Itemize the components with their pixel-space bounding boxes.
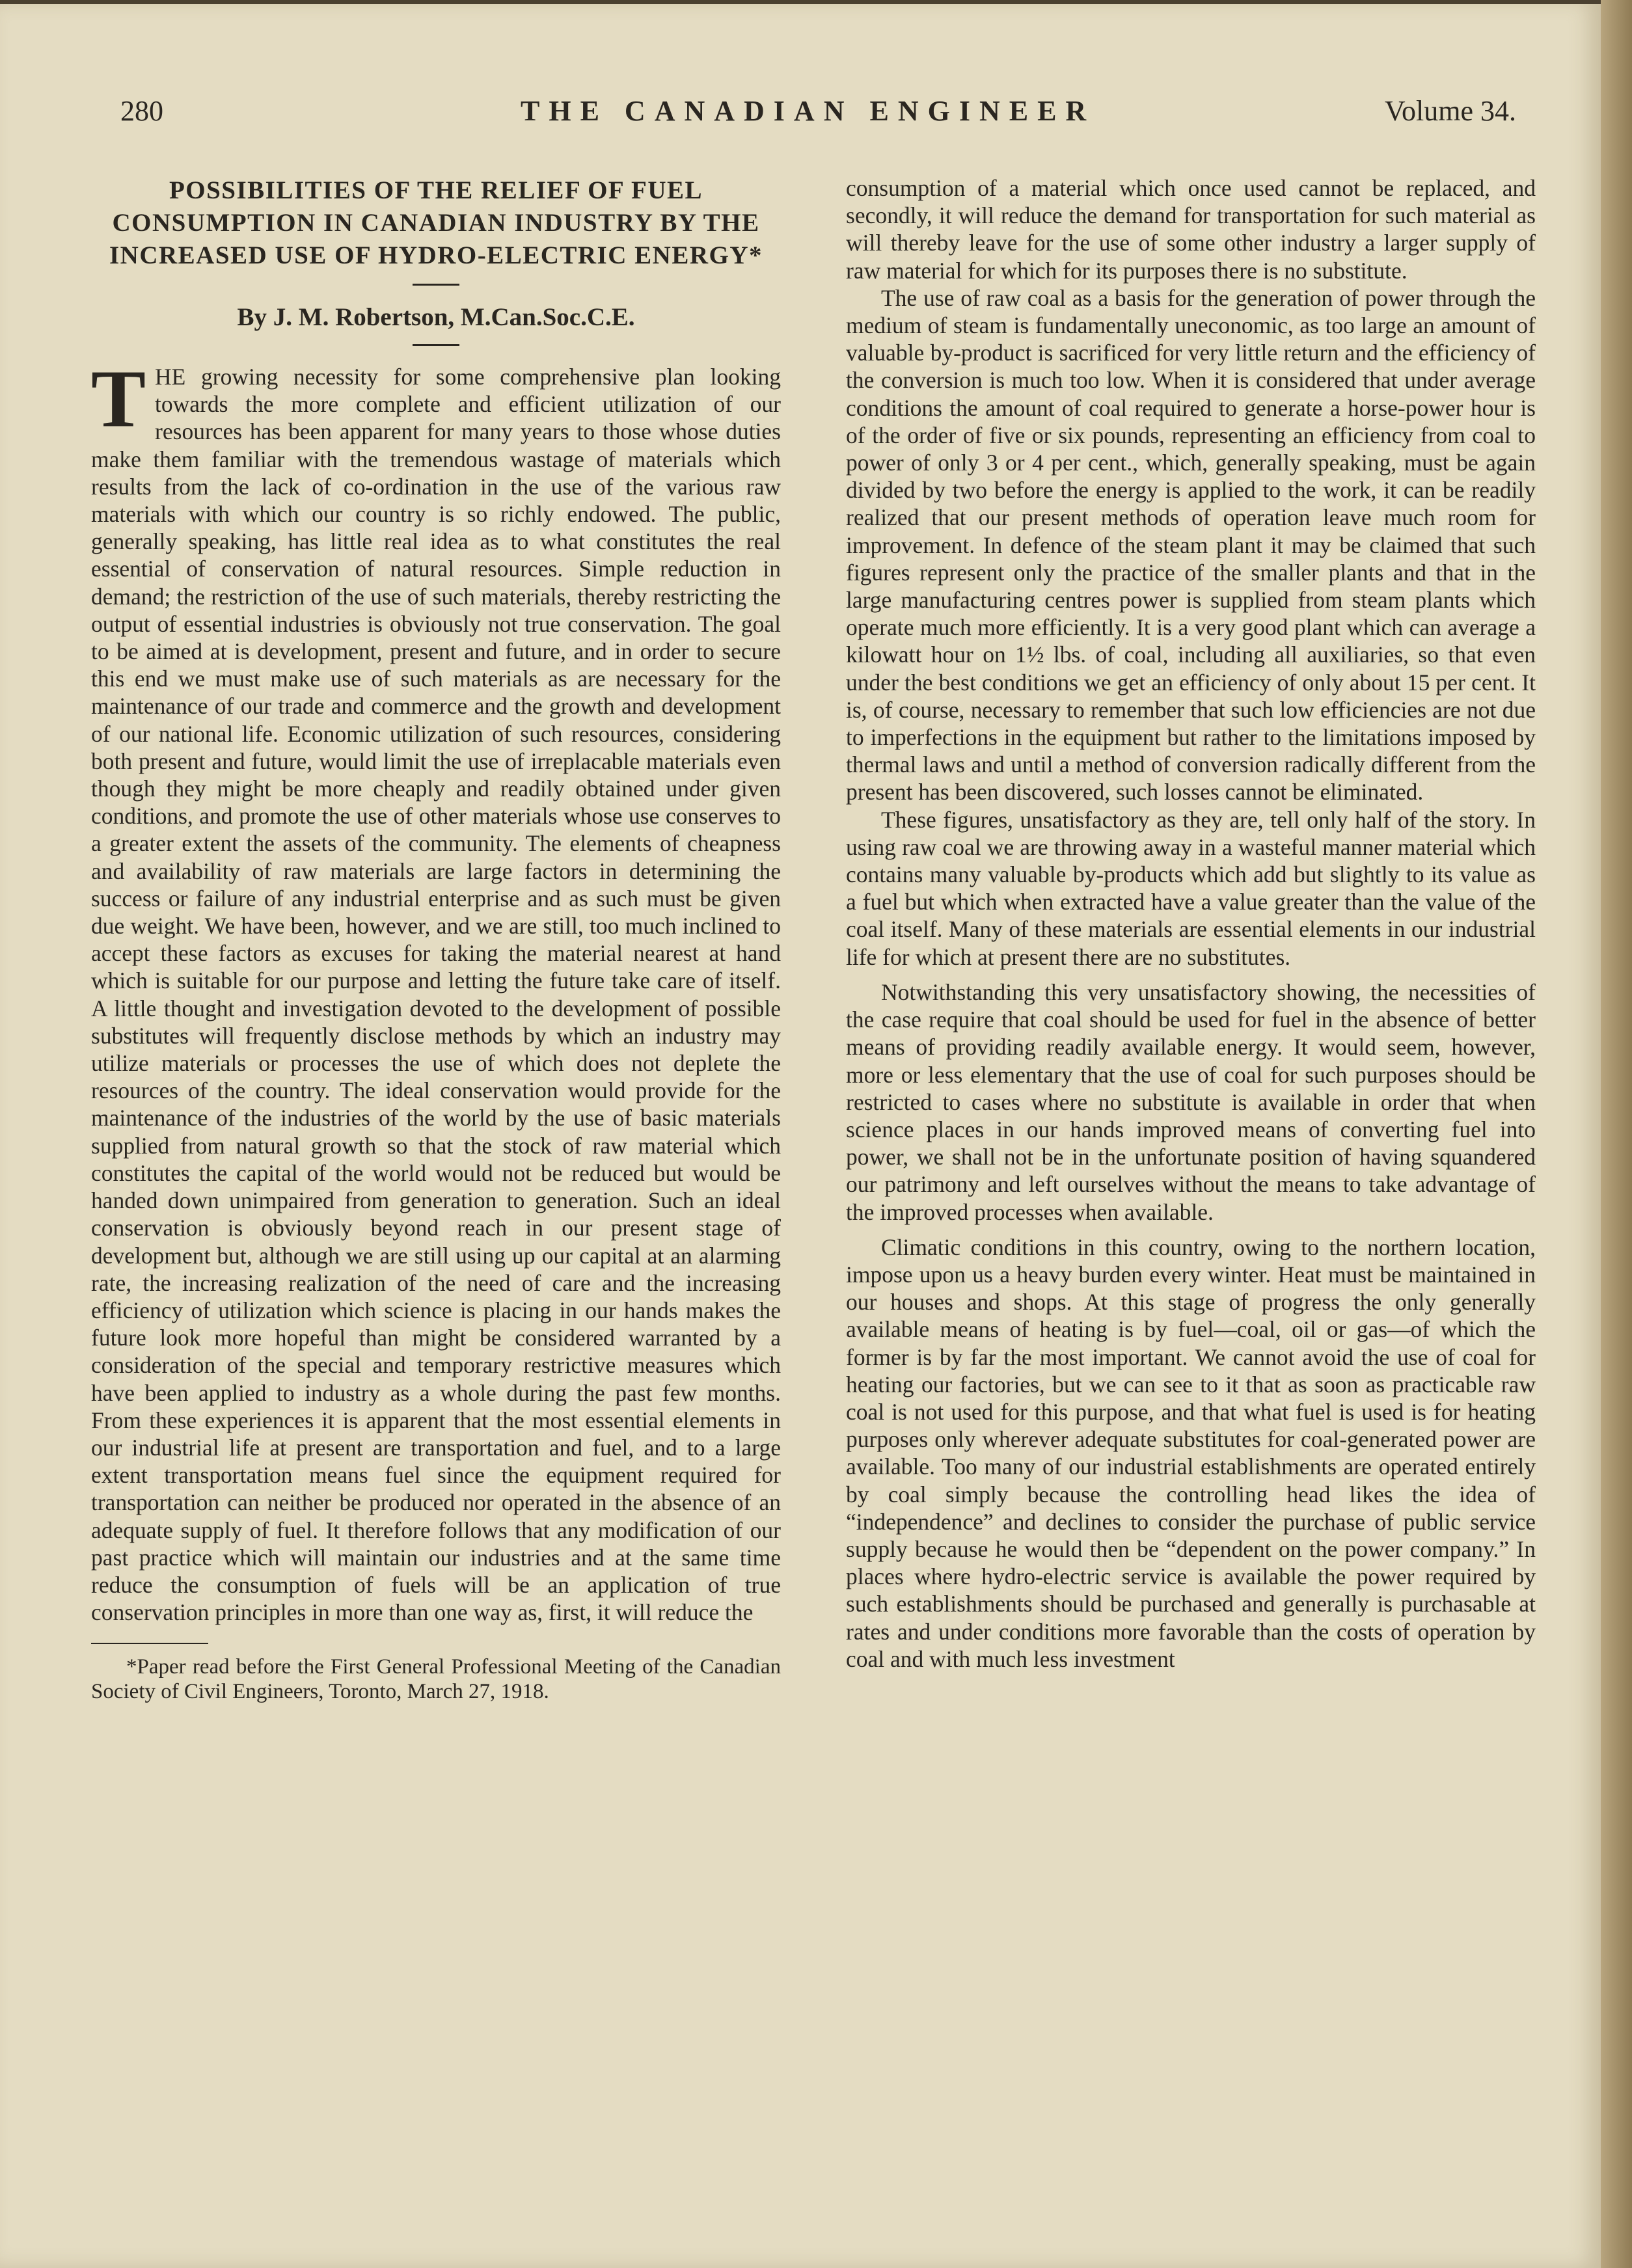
volume-label: Volume 34.	[1384, 95, 1516, 127]
drop-cap: T	[91, 354, 146, 444]
running-header	[98, 94, 1516, 140]
byline-rule	[413, 344, 459, 346]
paragraph-intro-text: HE growing necessity for some comprehensive plan looking towards the more complete and efficient utilization of our resources has been apparent for many years to those whose duties make them familiar with the tremendous wastage of materials which results from the lack of co-ordination in the use of the various raw materials with which our country is so richly endowed. The public, generally speaking, has little real idea as to what constitutes the real essential of conservation of natural resources. Simple reduction in demand; the restriction of the use of such materials, thereby restricting the output of essential industries is obviously not true conservation. The goal to be aimed at is development, present and future, and in order to secure this end we must make use of such materials as are necessary for the maintenance of our trade and commerce and the growth and development of our national life. Economic utilization of such resources, considering both present and future, would limit the use of irreplacable materials even though they might be more cheaply and readily obtained under given conditions, and promote the use of other materials whose use conserves to a greater extent the assets of the community. The elements of cheapness and availability of raw materials are large factors in determining the success or failure of any industrial enterprise and as such must be given due weight. We have been, however, and we are still, too much inclined to accept these factors as excuses for taking the material nearest at hand which is suitable for our purpose and letting the future take care of itself. A little thought and investigation devoted to the development of possible substitutes will frequently disclose methods by which an industry may utilize materials or processes the use of which does not deplete the resources of the country. The ideal conservation would provide for the maintenance of the industries of the world by the use of basic materials supplied from natural growth so that the stock of raw material which constitutes the capital of the world would not be reduced but would be handed down unimpaired from generation to generation. Such an ideal conservation is obviously beyond reach in our present stage of development but, although we are still using up our capital at an alarming rate, the increasing realization of the need of care and the increasing efficiency of utilization which science is placing in our hands makes the future look more hopeful than might be considered warranted by a consideration of the special and temporary restrictive measures which have been applied to industry as a whole during the past few months. From these experiences it is apparent that the most essential elements in our industrial life at present are transportation and fuel, and to a large extent transportation means fuel since the equipment required for transportation can neither be produced nor operated in the absence of an adequate supply of fuel. It therefore follows that any modification of our past practice which will maintain our industries and at the same time reduce the consumption of fuels will be an application of true conservation principles in more than one way as, first, it will reduce the	[91, 364, 781, 1626]
footnote: *Paper read before the First General Professional Meeting of the Canadian Society of Civil Engineers, Toronto, March 27, 1918.	[91, 1655, 781, 1704]
paragraph-intro	[91, 354, 781, 1626]
journal-title: THE CANADIAN ENGINEER	[521, 95, 1096, 127]
paragraph-coal-restriction: Notwithstanding this very unsatisfactory showing, the necessities of the case require that coal should be used for fuel in the absence of better means of providing readily available energy. It would seem, however, more or less elementary that the use of coal for such purposes should be restricted to cases where no substitute is available in order that when science places in our hands improved means of converting fuel into power, we shall not be in the unfortunate position of having squandered our patrimony and left ourselves without the means to take advantage of the improved processes when available.	[846, 979, 1536, 1225]
paragraph-climate-heating: Climatic conditions in this country, owing to the northern location, impose upon us a heavy burden every winter. Heat must be maintained in our houses and shops. At this stage of progress the only generally available means of heating is by fuel—coal, oil or gas—of which the former is by far the most important. We cannot avoid the use of coal for heating our factories, but we can see to it that as soon as practicable raw coal is not used for this purpose, and that what fuel is used is for heating purposes only wherever adequate substitutes for coal-generated power are available. Too many of our industrial establishments are operated entirely by coal simply because the controlling head likes the idea of “independence” and declines to consider the purchase of public service supply because he would then be “dependent on the power company.” In places where hydro-electric service is available the power required by such establishments should be purchased and generally is purchasable at rates and under conditions more favorable than the costs of operation by coal and with much less investment	[846, 1234, 1536, 1672]
paragraph-steam-power: The use of raw coal as a basis for the generation of power through the medium of steam is fundamentally uneconomic, as too large an amount of valuable by-product is sacrificed for very little return and the efficiency of the conversion is much too low. When it is considered that under average conditions the amount of coal required to generate a horse-power hour is of the order of five or six pounds, representing an efficiency from coal to power of only 3 or 4 per cent., which, generally speaking, must be again divided by two before the energy is applied to the work, it can be readily realized that our present methods of operation leave much room for improvement. In defence of the steam plant it may be claimed that such figures represent only the practice of the smaller plants and that in the large manufacturing centres power is supplied from steam plants which operate much more efficiently. It is a very good plant which can average a kilowatt hour on 1½ lbs. of coal, including all auxiliaries, so that even under the best conditions we get an efficiency of only about 15 per cent. It is, of course, necessary to remember that such low efficiencies are not due to imperfections in the equipment but rather to the limitations imposed by thermal laws and until a method of conversion radically different from the present has been discovered, such losses cannot be eliminated.	[846, 284, 1536, 805]
footnote-rule	[91, 1643, 208, 1644]
article-title: POSSIBILITIES OF THE RELIEF OF FUEL CONSUMPTION IN CANADIAN INDUSTRY BY THE INCREASED USE OF HYDRO-ELECTRIC ENERGY*	[109, 176, 763, 269]
author-byline: By J. M. Robertson, M.Can.Soc.C.E.	[237, 303, 635, 331]
right-column	[846, 174, 1536, 1673]
page-edge	[1601, 0, 1632, 2268]
title-rule	[413, 284, 459, 286]
page-number: 280	[120, 95, 163, 127]
paragraph-by-products: These figures, unsatisfactory as they are, tell only half of the story. In using raw coal we are throwing away in a wasteful manner material which contains many valuable by-products which add but slightly to its value as a fuel but which when extracted have a value greater than the value of the coal itself. Many of these materials are essential elements in our industrial life for which at present there are no substitutes.	[846, 806, 1536, 970]
top-rule	[0, 0, 1601, 4]
left-column	[91, 174, 781, 1704]
paragraph-continued: consumption of a material which once used cannot be replaced, and secondly, it will reduce the demand for transportation for such material as will thereby leave for the use of some other industry a larger supply of raw material for which for its purposes there is no substitute.	[846, 175, 1536, 284]
